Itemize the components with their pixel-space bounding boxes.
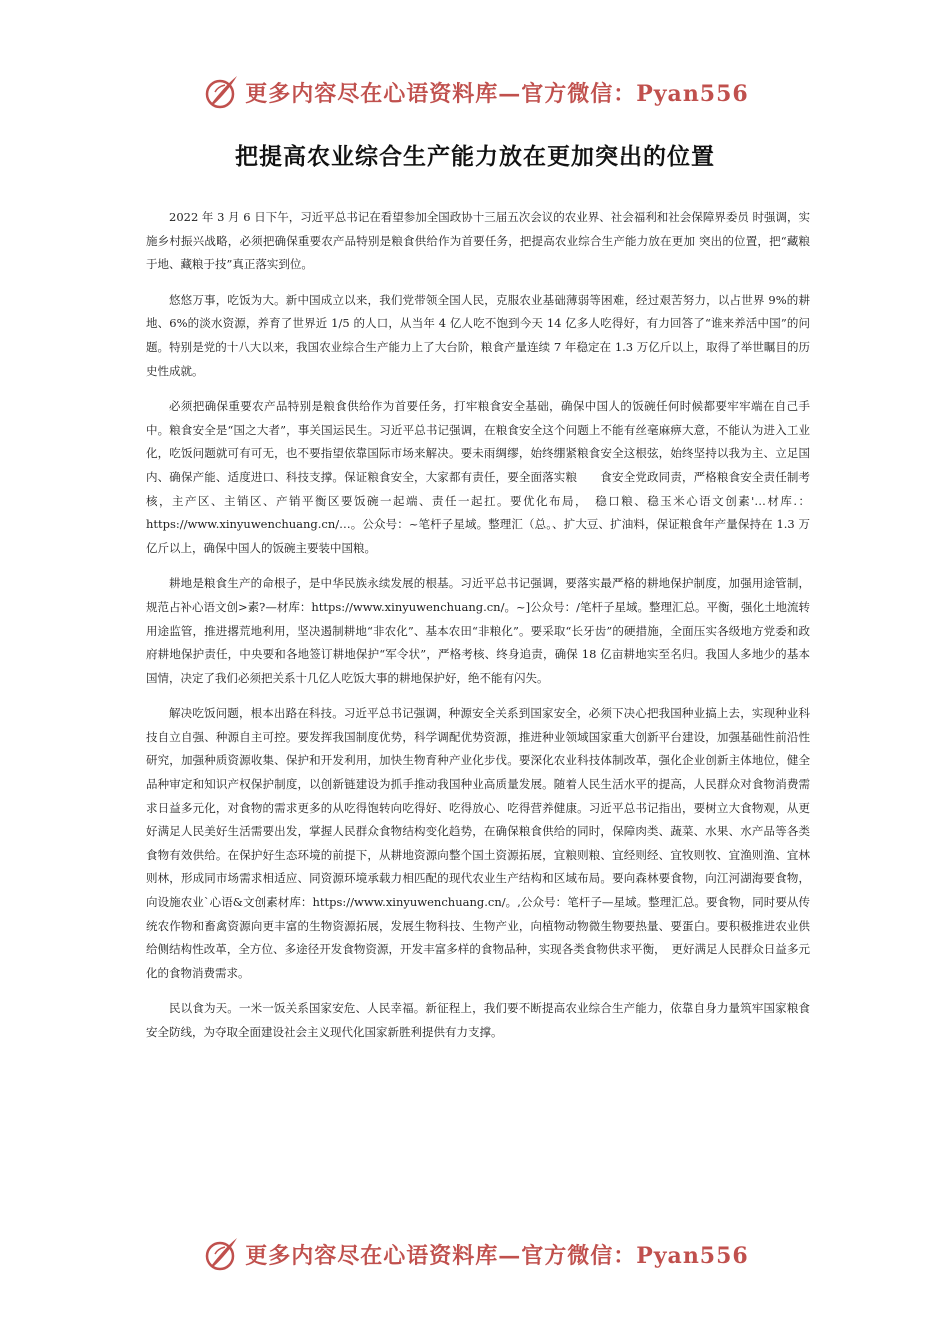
article-body bbox=[146, 206, 810, 1057]
header-banner bbox=[0, 70, 950, 114]
footer-banner bbox=[0, 1232, 950, 1276]
paragraph: 2022 年 3 月 6 日下午，习近平总书记在看望参加全国政协十三届五次会议的农业界、社会福利和社会保障界委员 时强调，实施乡村振兴战略，必须把确保重要农产品特别是粮食供给作为首要任务，把提高农业综合生产能力放在更加 突出的位置，把“藏粮于地、藏粮于技”真正落实到位。 bbox=[146, 210, 810, 272]
banner-text: 更多内容尽在心语资料库—官方微信：Pyan556 bbox=[245, 1242, 749, 1269]
paragraph: 耕地是粮食生产的命根子，是中华民族永续发展的根基。习近平总书记强调，要落实最严格的耕地保护制度，加强用途管制，规范占补心语文创>素?—材库：https://www.xinyuwenchuang.cn/。~]公众号：/笔杆子星域。整理汇总。平衡，强化土地流转用途监管，推进撂荒地利用，坚决遏制耕地“非农化”、基本农田“非粮化”。要采取“长牙齿”的硬措施，全面压实各级地方党委和政府耕地保护责任，中央要和各地签订耕地保护“军令状”，严格考核、终身追责，确保 18 亿亩耕地实至名归。我国人多地少的基本国情，决定了我们必须把关系十几亿人吃饭大事的耕地保护好，绝不能有闪失。 bbox=[146, 576, 810, 685]
paragraph: 必须把确保重要农产品特别是粮食供给作为首要任务，打牢粮食安全基础，确保中国人的饭碗任何时候都要牢牢端在自己手中。粮食安全是“国之大者”，事关国运民生。习近平总书记强调，在粮食安全这个问题上不能有丝毫麻痹大意，不能认为进入工业化，吃饭问题就可有可无，也不要指望依靠国际市场来解决。要未雨绸缪，始终绷紧粮食安全这根弦，始终坚持以我为主、立足国内、确保产能、适度进口、科技支撑。保证粮食安全，大家都有责任，要全面落实粮 食安全党政同责，严格粮食安全责任制考核，主产区、主销区、产销平衡区要饭碗一起端、责任一起扛。要优化布局， 稳口粮、稳玉米心语文创素'…材库.：https://www.xinyuwenchuang.cn/…。公众号：~笔杆子星域。整理汇（总。、扩大豆、扩油料，保证粮食年产量保持在 1.3 万亿斤以上，确保中国人的饭碗主要装中国粮。 bbox=[146, 399, 810, 555]
banner-text: 更多内容尽在心语资料库—官方微信：Pyan556 bbox=[245, 80, 749, 107]
paragraph: 悠悠万事，吃饭为大。新中国成立以来，我们党带领全国人民，克服农业基础薄弱等困难，经过艰苦努力，以占世界 9%的耕地、6%的淡水资源，养育了世界近 1/5 的人口，从当年 4 亿人吃不饱到今天 14 亿多人吃得好，有力回答了“谁来养活中国”的问题。特别是党的十八大以来，我国农业综合生产能力上了大台阶，粮食产量连续 7 年稳定在 1.3 万亿斤以上，取得了举世瞩目的历史性成就。 bbox=[146, 292, 810, 378]
paragraph: 解决吃饭问题，根本出路在科技。习近平总书记强调，种源安全关系到国家安全，必须下决心把我国种业搞上去，实现种业科技自立自强、种源自主可控。要发挥我国制度优势，科学调配优势资源，推进种业领域国家重大创新平台建设，加强基础性前沿性研究，加强种质资源收集、保护和开发利用，加快生物育种产业化步伐。要深化农业科技体制改革，强化企业创新主体地位，健全品种审定和知识产权保护制度，以创新链建设为抓手推动我国种业高质量发展。随着人民生活水平的提高，人民群众对食物消费需求日益多元化，对食物的需求更多的从吃得饱转向吃得好、吃得放心、吃得营养健康。习近平总书记指出，要树立大食物观，从更好满足人民美好生活需要出发，掌握人民群众食物结构变化趋势，在确保粮食供给的同时，保障肉类、蔬菜、水果、水产品等各类食物有效供给。在保护好生态环境的前提下，从耕地资源向整个国土资源拓展，宜粮则粮、宜经则经、宜牧则牧、宜渔则渔、宜林则林，形成同市场需求相适应、同资源环境承载力相匹配的现代农业生产结构和区域布局。要向森林要食物，向江河湖海要食物，向设施农业`心语&文创素材库：https://www.xinyuwenchuang.cn/。,公众号：笔杆子—星域。整理汇总。要食物，同时要从传统农作物和畜禽资源向更丰富的生物资源拓展，发展生物科技、生物产业，向植物动物微生物要热量、要蛋白。要积极推进农业供给侧结构性改革，全方位、多途径开发食物资源，开发丰富多样的食物品种，实现各类食物供求平衡， 更好满足人民群众日益多元化的食物消费需求。 bbox=[146, 706, 810, 980]
quill-pen-logo-icon bbox=[201, 72, 241, 112]
page-title: 把提高农业综合生产能力放在更加突出的位置 bbox=[235, 144, 715, 170]
quill-pen-logo-icon bbox=[201, 1234, 241, 1274]
paragraph: 民以食为天。一米一饭关系国家安危、人民幸福。新征程上，我们要不断提高农业综合生产能力，依靠自身力量筑牢国家粮食安全防线，为夺取全面建设社会主义现代化国家新胜利提供有力支撑。 bbox=[146, 1001, 810, 1039]
